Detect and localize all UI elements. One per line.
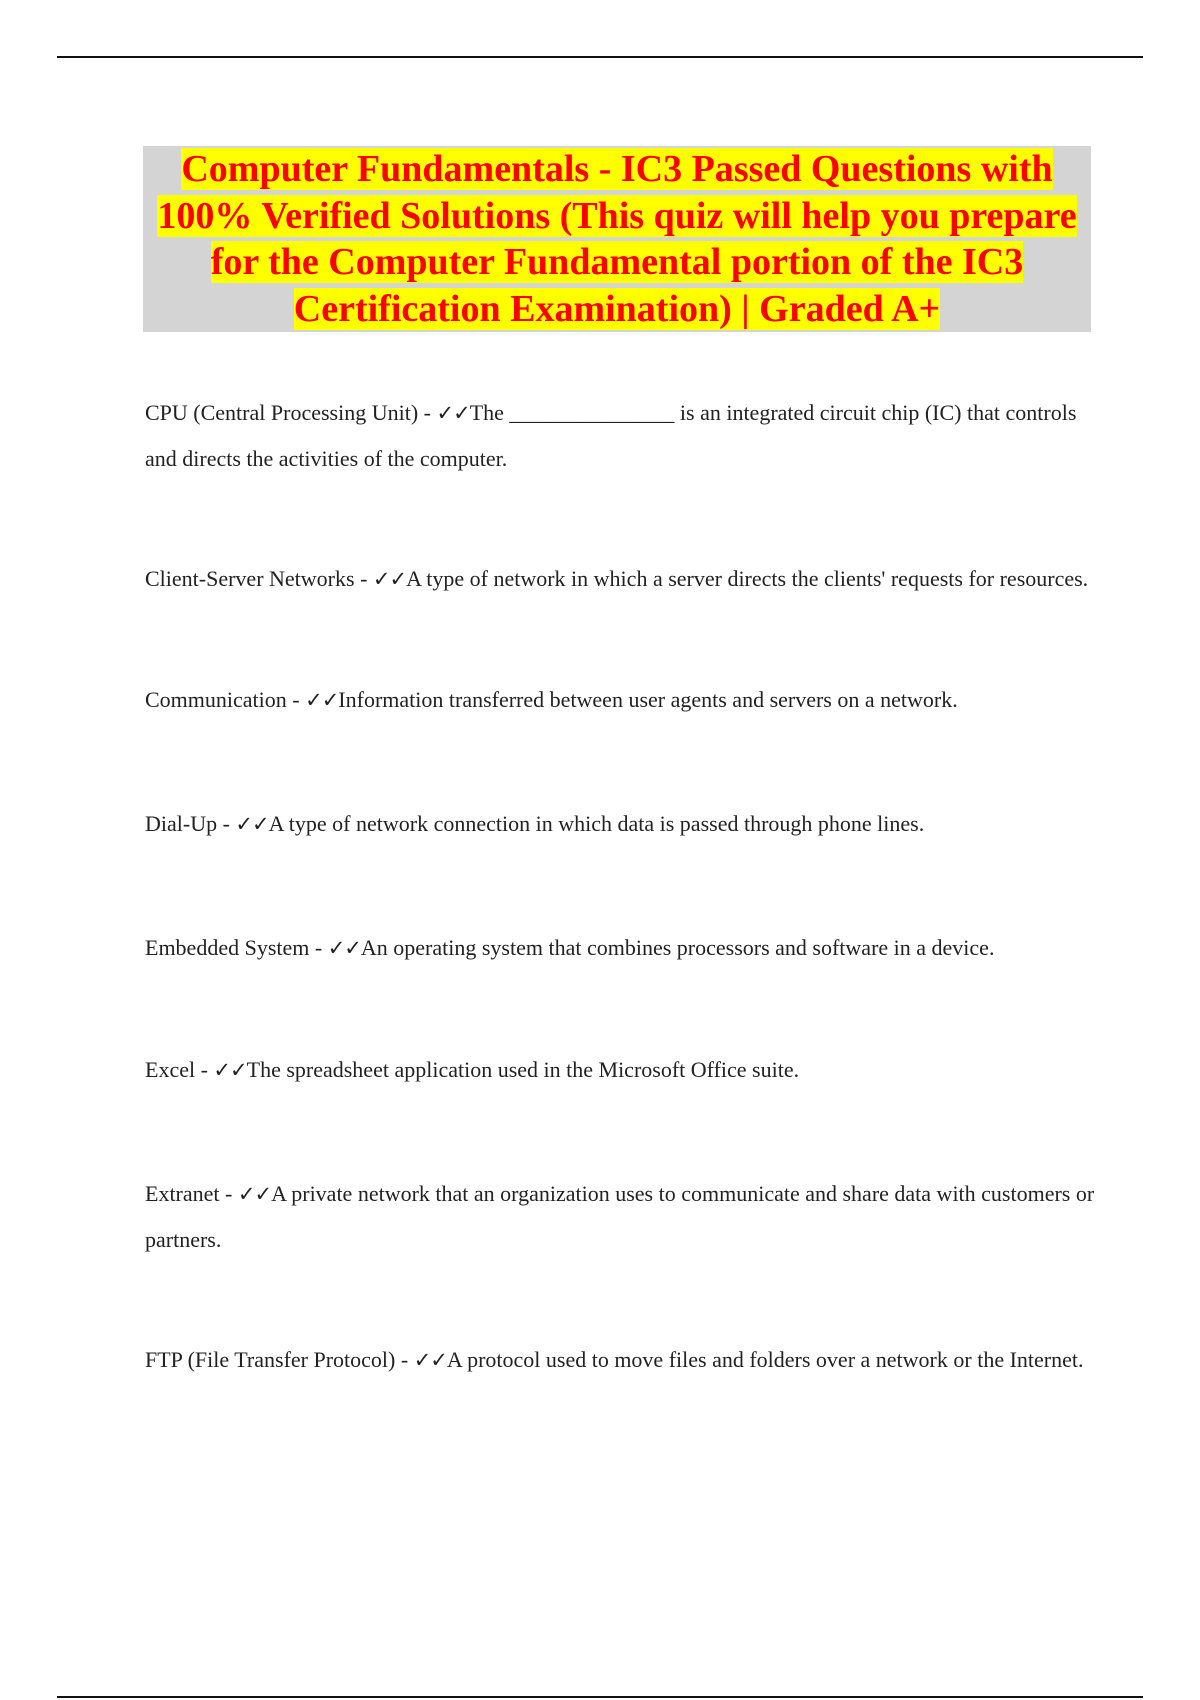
checkmark-icon: ✓✓ xyxy=(372,567,407,591)
term-separator: - xyxy=(354,566,373,591)
checkmark-icon: ✓✓ xyxy=(235,812,269,836)
entry-definition: An operating system that combines processors and software in a device. xyxy=(360,935,995,960)
page-title-text: Computer Fundamentals - IC3 Passed Questions with 100% Verified Solutions (This quiz will help you prepare for the Computer Fundamental portion of the IC3 Certification Examination) | Graded A+ xyxy=(157,148,1077,330)
term-separator: - xyxy=(309,935,328,960)
entry-definition: A protocol used to move files and folders over a network or the Internet. xyxy=(446,1347,1084,1372)
entry-term: Client-Server Networks xyxy=(145,566,355,591)
entry-term: Communication xyxy=(145,687,287,712)
entry-embedded-system xyxy=(145,925,1095,971)
entry-term: CPU (Central Processing Unit) xyxy=(145,400,419,425)
entry-client-server-networks xyxy=(145,556,1095,602)
checkmark-icon: ✓✓ xyxy=(305,688,339,712)
entry-ftp xyxy=(145,1337,1095,1383)
term-separator: - xyxy=(195,1057,214,1082)
entry-definition: A type of network in which a server directs the clients' requests for resources. xyxy=(406,566,1089,591)
checkmark-icon: ✓✓ xyxy=(327,936,361,960)
entry-communication xyxy=(145,677,1095,723)
entry-term: Excel xyxy=(145,1057,196,1082)
term-separator: - xyxy=(286,687,306,712)
checkmark-icon: ✓✓ xyxy=(237,1182,272,1206)
entry-definition: The spreadsheet application used in the Microsoft Office suite. xyxy=(246,1057,800,1082)
entry-definition: The _______________ is an integrated circuit chip (IC) that controls and directs the activities of the computer. xyxy=(145,400,1077,471)
bottom-rule xyxy=(57,1696,1143,1698)
entry-term: Dial-Up xyxy=(145,811,218,836)
checkmark-icon: ✓✓ xyxy=(213,1058,247,1082)
term-separator: - xyxy=(217,811,236,836)
checkmark-icon: ✓✓ xyxy=(436,401,470,425)
entry-extranet xyxy=(145,1171,1095,1262)
entry-definition: A type of network connection in which data is passed through phone lines. xyxy=(268,811,925,836)
entry-list xyxy=(145,390,1095,1383)
entry-cpu xyxy=(145,390,1095,481)
checkmark-icon: ✓✓ xyxy=(413,1348,447,1372)
entry-definition: Information transferred between user agents and servers on a network. xyxy=(338,687,958,712)
top-rule xyxy=(57,56,1143,58)
entry-term: Embedded System xyxy=(145,935,310,960)
term-separator: - xyxy=(395,1347,414,1372)
entry-dial-up xyxy=(145,801,1095,847)
entry-term: Extranet xyxy=(145,1181,220,1206)
page-title xyxy=(143,146,1091,332)
entry-definition: A private network that an organization uses to communicate and share data with customers or partners. xyxy=(145,1181,1095,1252)
entry-excel xyxy=(145,1047,1095,1093)
entry-term: FTP (File Transfer Protocol) xyxy=(145,1347,396,1372)
term-separator: - xyxy=(219,1181,238,1206)
term-separator: - xyxy=(418,400,437,425)
